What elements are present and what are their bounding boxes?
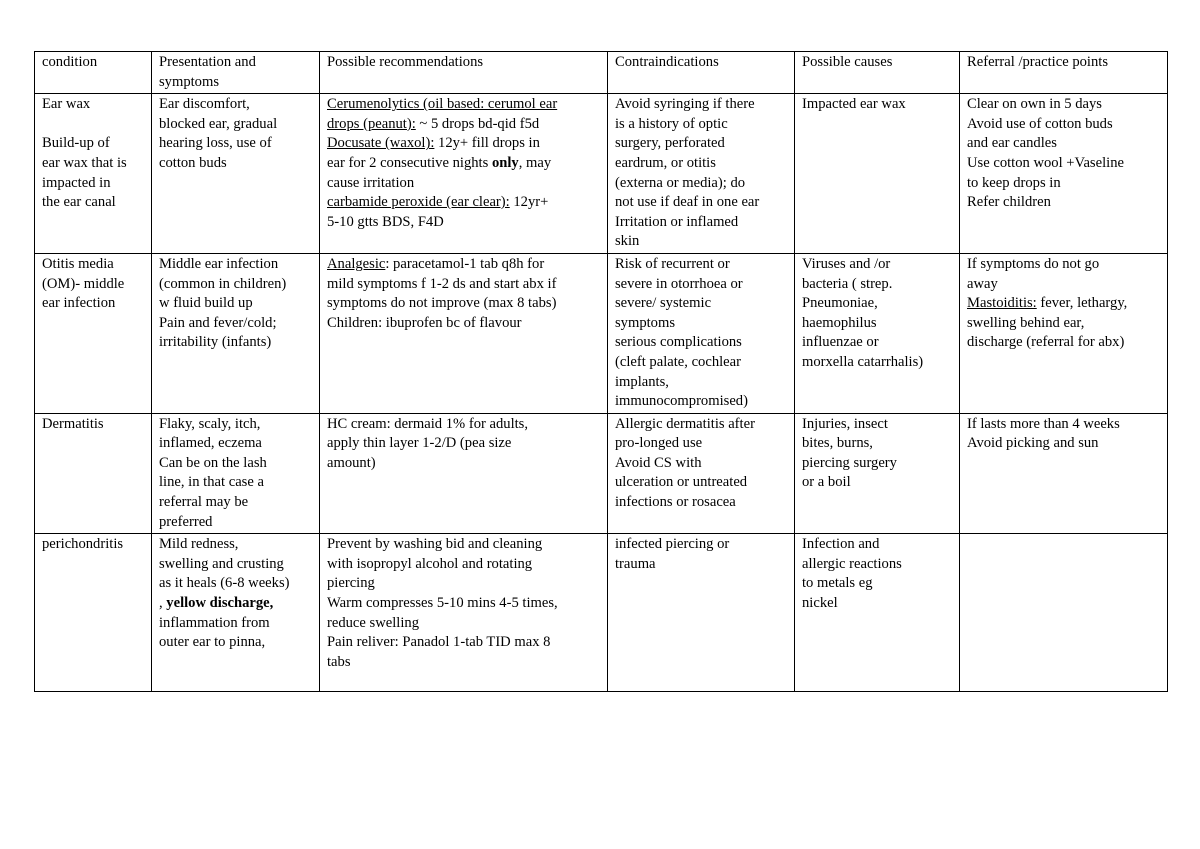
drug-name-underlined: Analgesic (327, 255, 386, 272)
dosage-text: : paracetamol-1 tab q8h for (385, 255, 545, 272)
referral-line: and ear candles (967, 135, 1057, 152)
header-presentation-line: symptoms (159, 73, 220, 90)
condition-name: Dermatitis (42, 415, 104, 432)
header-referral-text: Referral /practice points (967, 54, 1109, 70)
recommendation-line: Children: ibuprofen bc of flavour (327, 314, 522, 331)
recommendation-line (327, 115, 601, 135)
cause-line: allergic reactions (802, 555, 902, 572)
presentation-line: Ear discomfort, (159, 96, 250, 113)
condition-description-line: ear wax that is (42, 154, 127, 171)
drug-name-underlined: Cerumenolytics (oil based: cerumol ear (327, 96, 558, 113)
dosage-text: ~ 5 drops bd-qid f5d (415, 115, 540, 132)
recommendation-line: with isopropyl alcohol and rotating (327, 555, 533, 572)
drug-name-underlined: Docusate (waxol): (327, 135, 435, 152)
contraindication-line: severe/ systemic (615, 295, 712, 312)
referral-line: If symptoms do not go (967, 255, 1100, 272)
contraindication-line: ulceration or untreated (615, 474, 748, 491)
dosage-text: 12yr+ (509, 194, 549, 211)
condition-name: Otitis media (42, 255, 114, 272)
header-referral (960, 52, 1168, 94)
cell-presentation (152, 94, 320, 254)
cell-condition (35, 413, 152, 534)
presentation-line: swelling and crusting (159, 555, 284, 572)
cell-causes (795, 413, 960, 534)
presentation-line: Can be on the lash (159, 454, 267, 471)
condition-name: Ear wax (42, 96, 91, 113)
presentation-line: (common in children) (159, 275, 287, 292)
condition-name: (OM)- middle (42, 275, 125, 292)
presentation-line: hearing loss, use of (159, 135, 272, 152)
presentation-line: Mild redness, (159, 536, 239, 553)
cause-line: Viruses and /or (802, 255, 891, 272)
cell-referral-empty (960, 534, 1168, 692)
referral-line: to keep drops in (967, 174, 1061, 191)
cause-line: Injuries, insect (802, 415, 888, 432)
presentation-line: inflammation from (159, 614, 270, 631)
recommendation-line (327, 95, 601, 115)
contraindication-line: infections or rosacea (615, 494, 736, 511)
cell-contraindications (608, 534, 795, 692)
recommendation-line: cause irritation (327, 174, 415, 191)
contraindication-line: infected piercing or (615, 536, 730, 553)
contraindication-line: (externa or media); do (615, 174, 746, 191)
cause-line: influenzae or (802, 334, 879, 351)
contraindication-line: Avoid syringing if there (615, 96, 755, 113)
cause-line: to metals eg (802, 575, 873, 592)
contraindication-line: implants, (615, 373, 669, 390)
conditions-table (34, 51, 1168, 692)
presentation-line: line, in that case a (159, 474, 264, 491)
drug-name-underlined: carbamide peroxide (ear clear): (327, 194, 510, 211)
table-row-perichondritis (35, 534, 1168, 692)
recommendation-line: 5-10 gtts BDS, F4D (327, 213, 444, 230)
cause-line: bites, burns, (802, 435, 873, 452)
contraindication-line: (cleft palate, cochlear (615, 353, 741, 370)
presentation-line: w fluid build up (159, 295, 253, 312)
table-row-ear-wax (35, 94, 1168, 254)
cause-line: Infection and (802, 536, 880, 553)
recommendation-line (327, 134, 601, 154)
header-presentation (152, 52, 320, 94)
referral-text: fever, lethargy, (1036, 295, 1128, 312)
emphasis-bold: yellow discharge, (166, 595, 274, 612)
referral-line (967, 294, 1161, 314)
recommendation-line (327, 255, 601, 275)
recommendation-line: tabs (327, 653, 351, 670)
header-recommendations (320, 52, 608, 94)
presentation-line: cotton buds (159, 154, 227, 171)
referral-line: Clear on own in 5 days (967, 96, 1102, 113)
recommendation-line: amount) (327, 454, 376, 471)
cell-presentation (152, 534, 320, 692)
dosage-text: ear for 2 consecutive nights (327, 154, 492, 171)
recommendation-line: apply thin layer 1-2/D (pea size (327, 435, 512, 452)
cause-line: morxella catarrhalis) (802, 353, 924, 370)
presentation-line: outer ear to pinna, (159, 634, 266, 651)
contraindication-line: Risk of recurrent or (615, 255, 730, 272)
dosage-text: , may (518, 154, 552, 171)
cell-contraindications (608, 413, 795, 534)
contraindication-line: is a history of optic (615, 115, 728, 132)
cause-line: or a boil (802, 474, 851, 491)
recommendation-line: reduce swelling (327, 614, 419, 631)
cell-presentation (152, 413, 320, 534)
header-causes-text: Possible causes (802, 54, 893, 70)
table-row-otitis-media (35, 253, 1168, 413)
cell-condition (35, 94, 152, 254)
referral-line: If lasts more than 4 weeks (967, 415, 1120, 432)
presentation-line: as it heals (6-8 weeks) (159, 575, 290, 592)
cell-recommendations (320, 534, 608, 692)
cause-line: haemophilus (802, 314, 877, 331)
cause-line: bacteria ( strep. (802, 275, 893, 292)
referral-line: Avoid picking and sun (967, 435, 1099, 452)
referral-line: away (967, 275, 998, 292)
cell-condition (35, 534, 152, 692)
cell-causes (795, 253, 960, 413)
presentation-line: referral may be (159, 494, 249, 511)
referral-line: Avoid use of cotton buds (967, 115, 1113, 132)
contraindication-line: not use if deaf in one ear (615, 194, 760, 211)
cause-line: nickel (802, 595, 838, 612)
presentation-line: inflamed, eczema (159, 435, 262, 452)
contraindication-line: trauma (615, 555, 656, 572)
referral-line: swelling behind ear, (967, 314, 1085, 331)
contraindication-line: Avoid CS with (615, 454, 702, 471)
dosage-text: 12y+ fill drops in (434, 135, 540, 152)
recommendation-line: Warm compresses 5-10 mins 4-5 times, (327, 595, 558, 612)
cell-referral (960, 413, 1168, 534)
recommendation-line: mild symptoms f 1-2 ds and start abx if (327, 275, 557, 292)
referral-line: Use cotton wool +Vaseline (967, 154, 1124, 171)
cell-referral (960, 94, 1168, 254)
condition-description-line: impacted in (42, 174, 111, 191)
contraindication-line: severe in otorrhoea or (615, 275, 743, 292)
condition-name: perichondritis (42, 536, 124, 553)
term-underlined: Mastoiditis: (967, 295, 1037, 312)
cell-causes (795, 534, 960, 692)
presentation-line: Flaky, scaly, itch, (159, 415, 261, 432)
header-contraindications (608, 52, 795, 94)
contraindication-line: skin (615, 233, 640, 250)
condition-name: ear infection (42, 295, 116, 312)
cause-line: piercing surgery (802, 454, 897, 471)
cause-line: Impacted ear wax (802, 96, 906, 113)
presentation-line (159, 594, 313, 614)
header-recommendations-text: Possible recommendations (327, 54, 484, 70)
presentation-text: , (159, 595, 167, 612)
presentation-line: Pain and fever/cold; (159, 314, 277, 331)
presentation-line: Middle ear infection (159, 255, 279, 272)
cell-recommendations (320, 94, 608, 254)
contraindication-line: surgery, perforated (615, 135, 725, 152)
header-contraindications-text: Contraindications (615, 54, 719, 70)
recommendation-line: piercing (327, 575, 375, 592)
drug-name-underlined: drops (peanut): (327, 115, 416, 132)
cell-contraindications (608, 94, 795, 254)
header-condition-text: condition (42, 54, 98, 70)
presentation-line: preferred (159, 513, 213, 530)
cause-line: Pneumoniae, (802, 295, 878, 312)
contraindication-line: Allergic dermatitis after (615, 415, 755, 432)
cell-referral (960, 253, 1168, 413)
recommendation-line: symptoms do not improve (max 8 tabs) (327, 295, 557, 312)
header-row (35, 52, 1168, 94)
recommendation-line: Pain reliver: Panadol 1-tab TID max 8 (327, 634, 551, 651)
condition-description-line: the ear canal (42, 194, 116, 211)
recommendation-line: Prevent by washing bid and cleaning (327, 536, 543, 553)
contraindication-line: immunocompromised) (615, 393, 748, 410)
header-condition (35, 52, 152, 94)
recommendation-line (327, 154, 601, 174)
contraindication-line: symptoms (615, 314, 676, 331)
cell-recommendations (320, 413, 608, 534)
referral-line: discharge (referral for abx) (967, 334, 1125, 351)
header-presentation-line: Presentation and (159, 54, 256, 70)
condition-description-line: Build-up of (42, 135, 110, 152)
contraindication-line: Irritation or inflamed (615, 213, 739, 230)
header-causes (795, 52, 960, 94)
contraindication-line: eardrum, or otitis (615, 154, 716, 171)
recommendation-line (327, 193, 601, 213)
recommendation-line: HC cream: dermaid 1% for adults, (327, 415, 529, 432)
table-row-dermatitis (35, 413, 1168, 534)
contraindication-line: serious complications (615, 334, 742, 351)
referral-line: Refer children (967, 194, 1051, 211)
cell-recommendations (320, 253, 608, 413)
contraindication-line: pro-longed use (615, 435, 703, 452)
cell-contraindications (608, 253, 795, 413)
blank-line (42, 115, 145, 135)
emphasis-bold: only (491, 154, 519, 171)
presentation-line: blocked ear, gradual (159, 115, 278, 132)
cell-causes (795, 94, 960, 254)
cell-presentation (152, 253, 320, 413)
cell-condition (35, 253, 152, 413)
presentation-line: irritability (infants) (159, 334, 272, 351)
